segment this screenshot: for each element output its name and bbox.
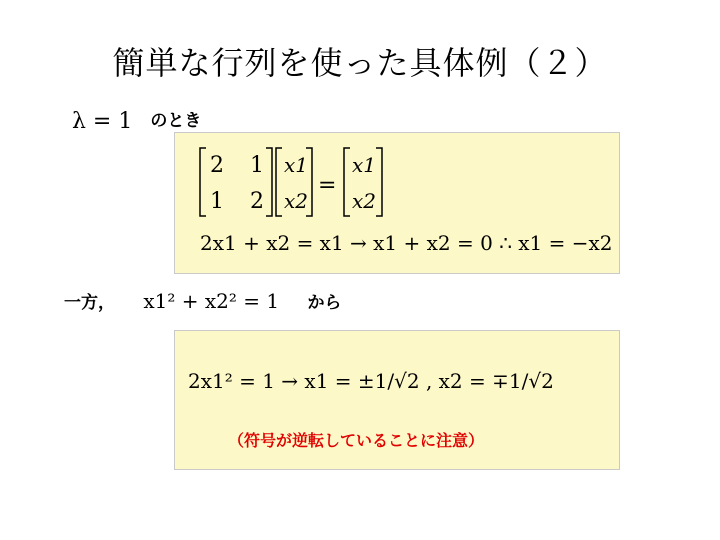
lambda-condition: λ = 1 xyxy=(72,109,133,134)
constraint-expression: x1² + x2² = 1 xyxy=(143,289,280,313)
derivation-line: 2x1 + x2 = x1 → x1 + x2 = 0 ∴ x1 = −x2 xyxy=(200,231,613,255)
constraint-prefix: 一方， xyxy=(64,293,115,313)
constraint-line xyxy=(64,288,341,313)
page-title: 簡単な行列を使った具体例（２） xyxy=(112,44,608,82)
matrix-cell: 1 xyxy=(210,189,224,214)
condition-suffix: のとき xyxy=(150,111,202,131)
sign-note: （符号が逆転していることに注意） xyxy=(228,431,485,450)
vector-right-entry: x1 xyxy=(352,153,377,177)
equals-sign: = xyxy=(318,173,337,198)
matrix-cell: 2 xyxy=(250,189,264,214)
matrix-cell: 1 xyxy=(250,153,264,178)
vector-left-entry: x2 xyxy=(284,189,309,213)
vector-right-entry: x2 xyxy=(352,189,377,213)
matrix-cell: 2 xyxy=(210,153,224,178)
vector-left-entry: x1 xyxy=(284,153,309,177)
solution-line: 2x1² = 1 → x1 = ±1/√2 , x2 = ∓1/√2 xyxy=(188,369,554,393)
constraint-suffix: から xyxy=(307,293,342,313)
